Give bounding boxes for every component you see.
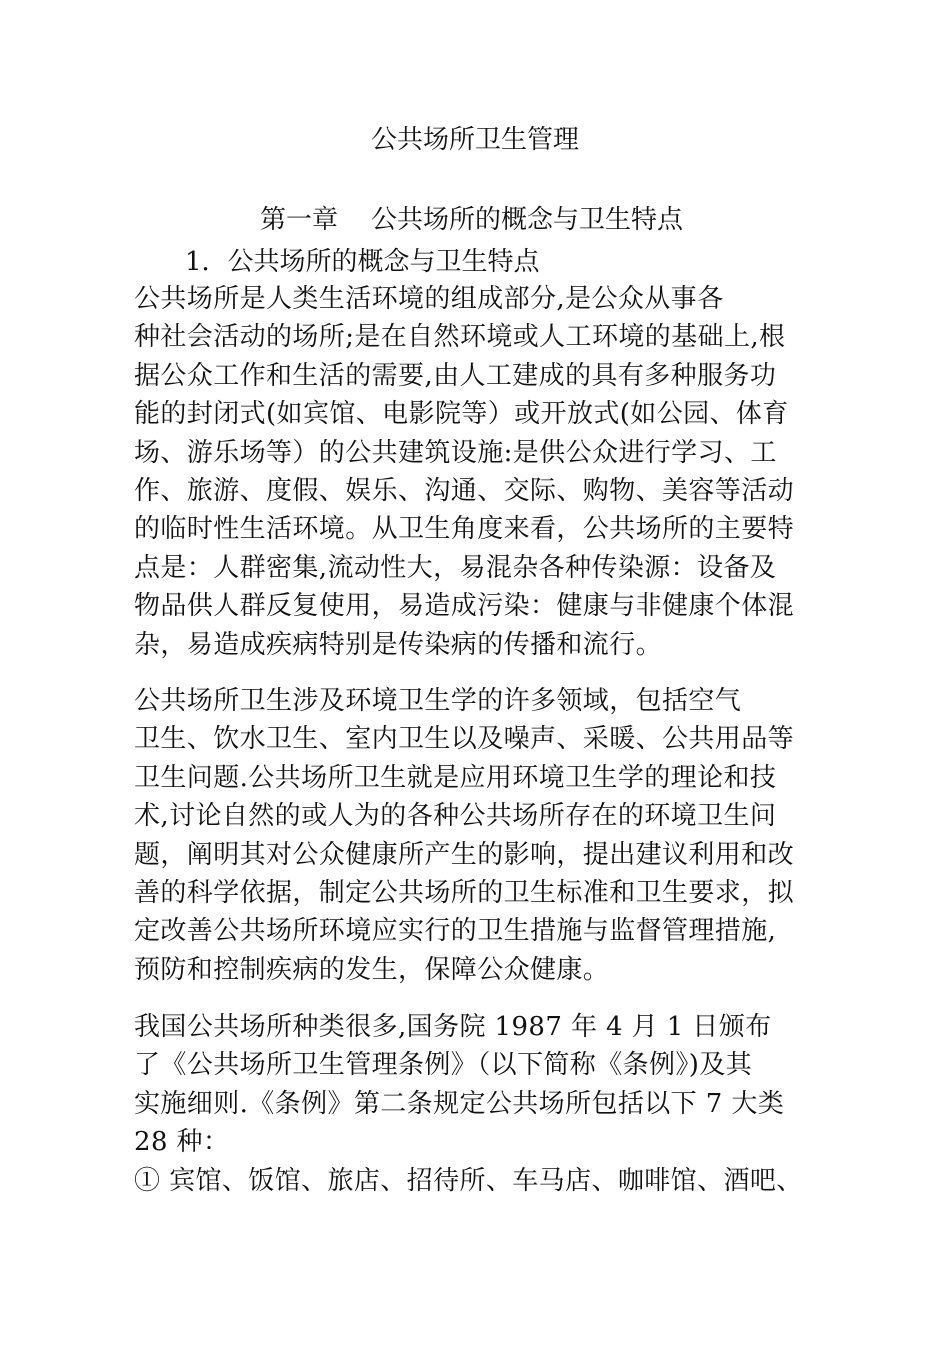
paragraph-line: 的临时性生活环境。从卫生角度来看，公共场所的主要特	[134, 514, 795, 545]
paragraph-line: 预防和控制疾病的发生，保障公众健康。	[134, 954, 610, 985]
paragraph-line: 点是：人群密集,流动性大，易混杂各种传染源：设备及	[134, 552, 777, 583]
paragraph-line: 实施细则.《条例》第二条规定公共场所包括以下 7 大类	[134, 1088, 785, 1119]
section-heading: 1．公共场所的概念与卫生特点	[185, 247, 540, 277]
paragraph-definition	[134, 280, 824, 664]
paragraph-line: 了《公共场所卫生管理条例》（以下简称《条例》)及其	[134, 1050, 753, 1081]
paragraph-line: 公共场所卫生涉及环境卫生学的许多领域，包括空气	[134, 686, 742, 716]
list-item-line: ① 宾馆、饭馆、旅店、招待所、车马店、咖啡馆、酒吧、	[134, 1166, 803, 1196]
paragraph-line: 据公众工作和生活的需要,由人工建成的具有多种服务功	[134, 360, 777, 391]
paragraph-line: 卫生问题.公共场所卫生就是应用环境卫生学的理论和技	[134, 762, 777, 793]
paragraph-line: 公共场所是人类生活环境的组成部分,是公众从事各	[134, 284, 724, 314]
paragraph-hygiene-scope	[134, 682, 824, 989]
paragraph-line: 杂，易造成疾病特别是传染病的传播和流行。	[134, 629, 663, 660]
paragraph-line: 28 种：	[134, 1127, 230, 1158]
document-title: 公共场所卫生管理	[370, 125, 579, 155]
paragraph-line: 善的科学依据，制定公共场所的卫生标准和卫生要求，拟	[134, 877, 795, 908]
list-item-category-1	[134, 1162, 824, 1200]
paragraph-line: 能的封闭式(如宾馆、电影院等）或开放式(如公园、体育	[134, 399, 789, 430]
paragraph-line: 卫生、饮水卫生、室内卫生以及噪声、采暖、公共用品等	[134, 724, 795, 755]
paragraph-line: 场、游乐场等）的公共建筑设施:是供公众进行学习、工	[134, 437, 777, 468]
paragraph-line: 术,讨论自然的或人为的各种公共场所存在的环境卫生问	[134, 801, 777, 832]
paragraph-line: 作、旅游、度假、娱乐、沟通、交际、购物、美容等活动	[134, 475, 795, 506]
paragraph-line: 题，阐明其对公众健康所产生的影响，提出建议利用和改	[134, 839, 795, 870]
paragraph-regulation	[134, 1008, 824, 1162]
chapter-heading: 第一章 公共场所的概念与卫生特点	[260, 205, 684, 235]
paragraph-line: 种社会活动的场所;是在自然环境或人工环境的基础上,根	[134, 322, 786, 353]
paragraph-line: 物品供人群反复使用，易造成污染：健康与非健康个体混	[134, 591, 795, 622]
paragraph-line: 我国公共场所种类很多,国务院 1987 年 4 月 1 日颁布	[134, 1012, 772, 1042]
paragraph-line: 定改善公共场所环境应实行的卫生措施与监督管理措施,	[134, 916, 777, 947]
